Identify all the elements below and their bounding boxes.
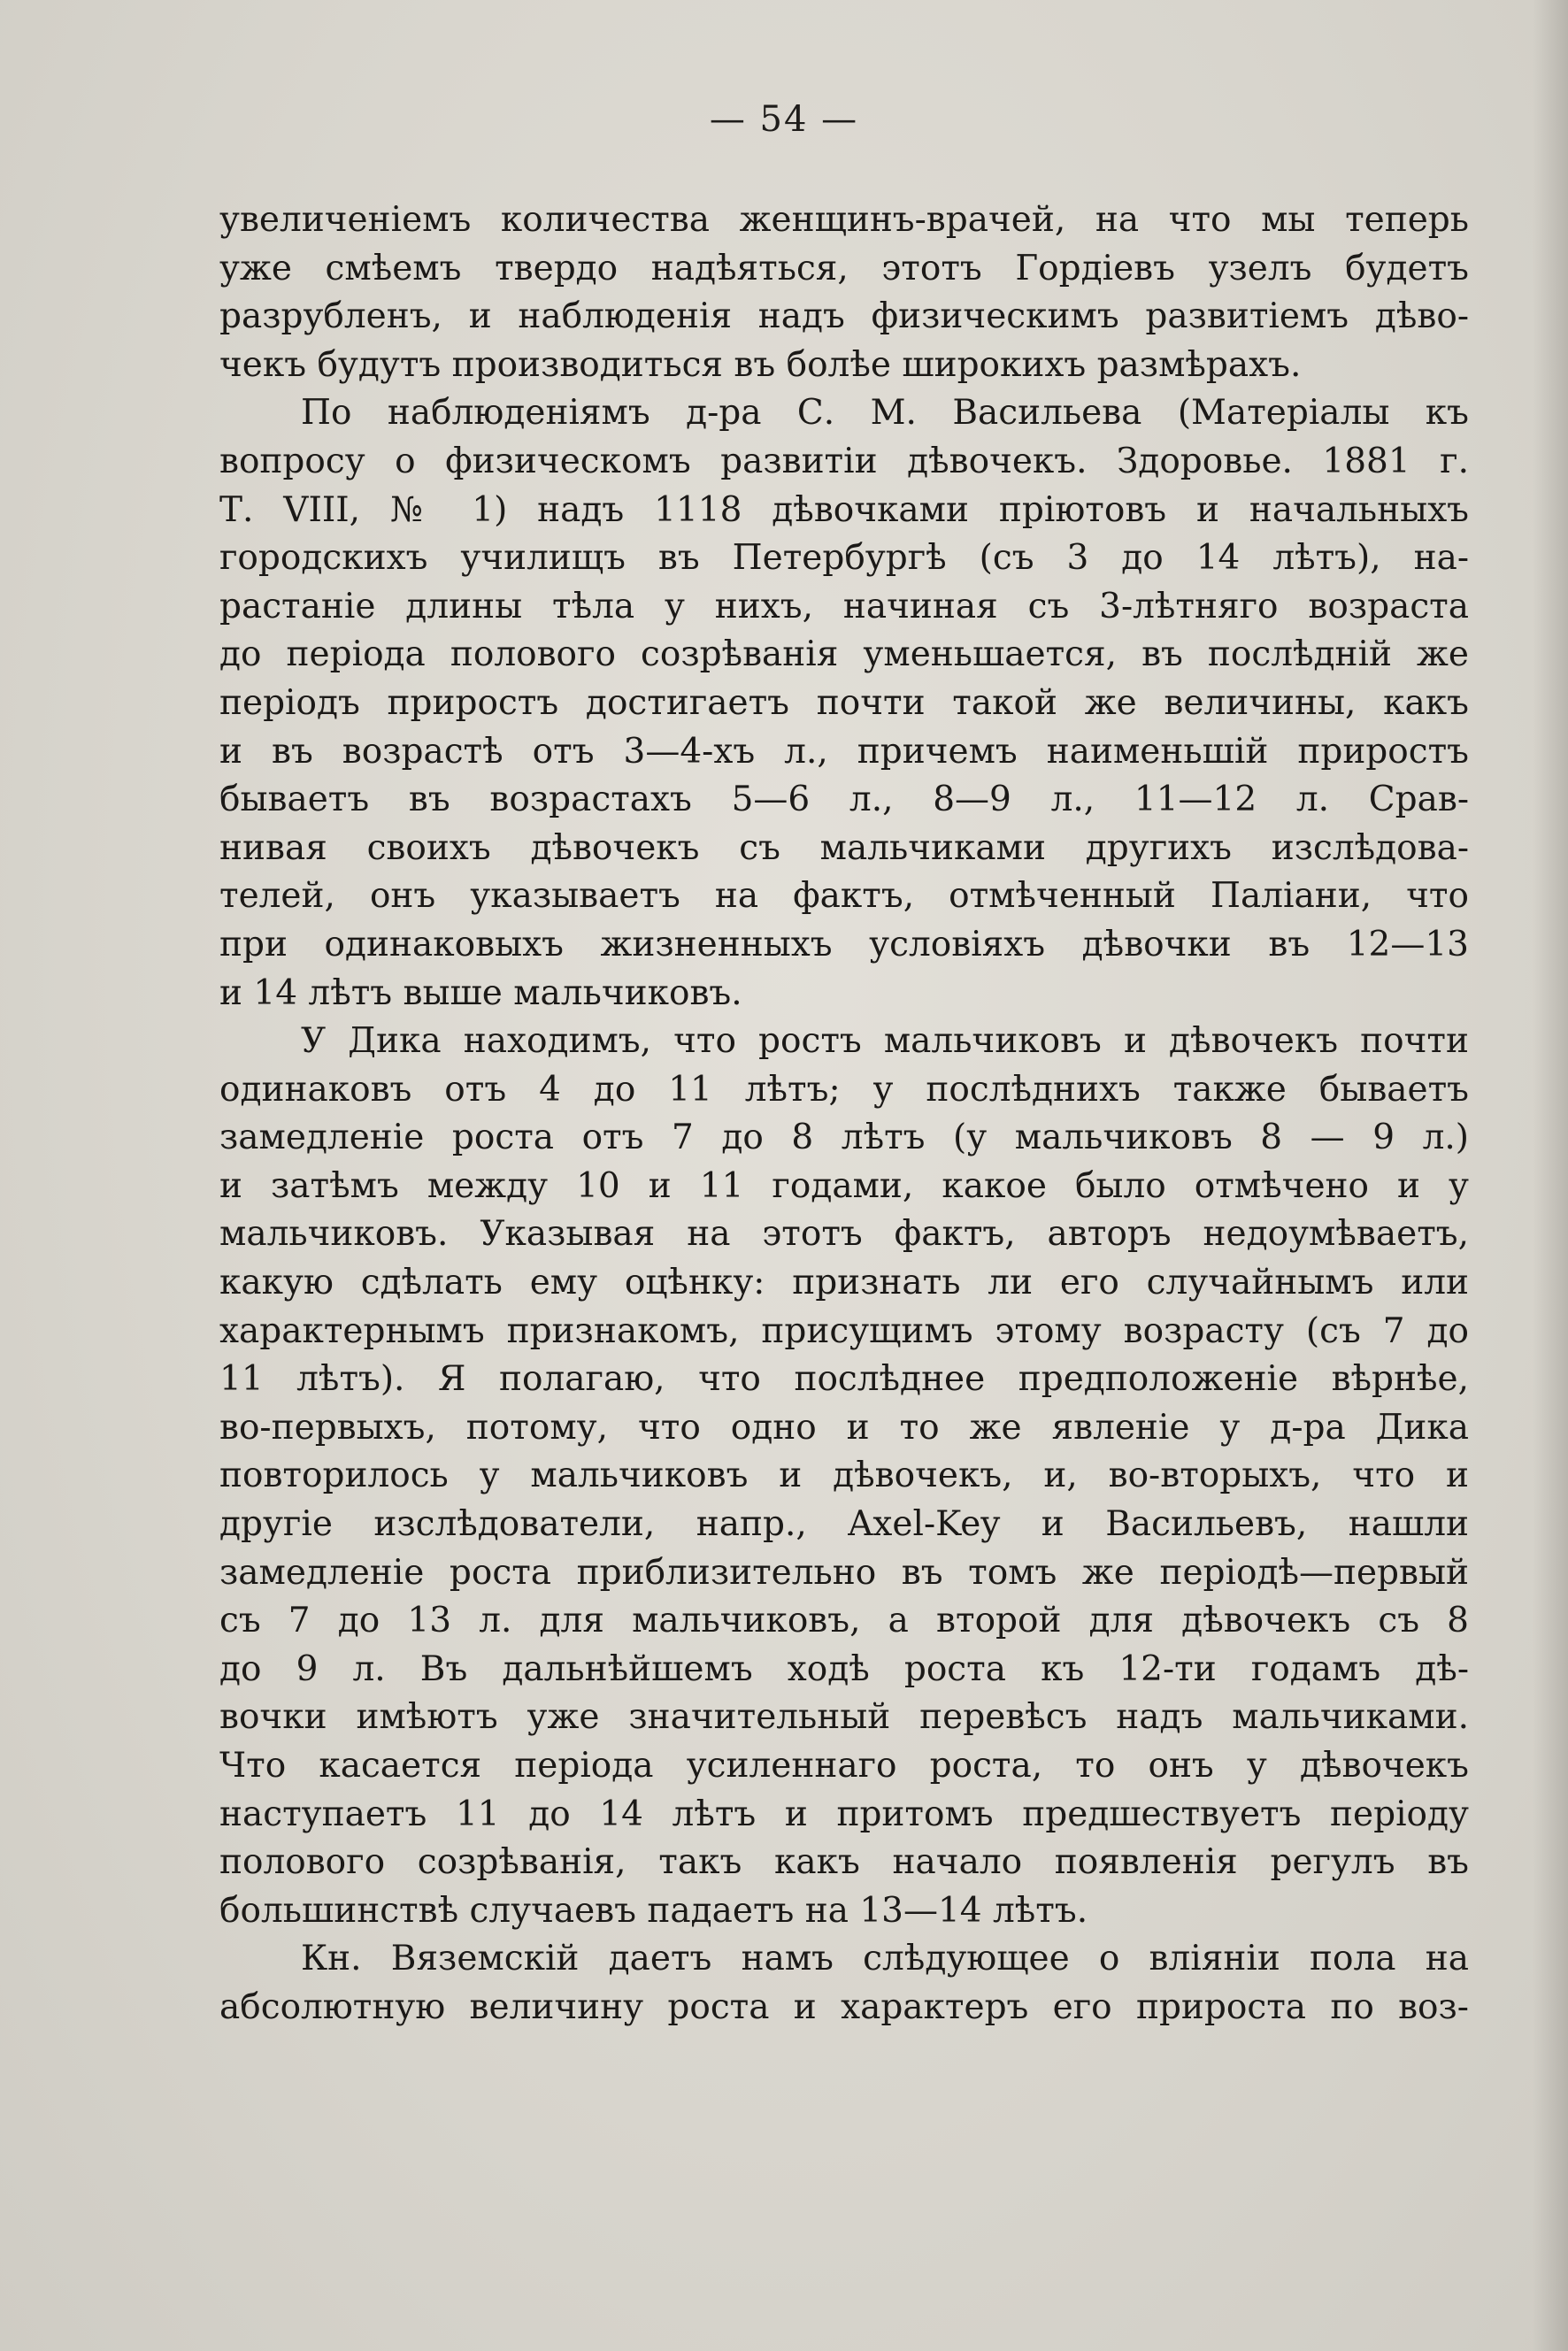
text-line: бываетъ въ возрастахъ 5—6 л., 8—9 л., 11—12 л. Срав-	[219, 780, 1469, 820]
text-line: По наблюденіямъ д-ра С. М. Васильева (Матеріалы къ	[301, 393, 1469, 434]
text-line: какую сдѣлать ему оцѣнку: признать ли его случайнымъ или	[219, 1263, 1469, 1303]
text-line: до 9 л. Въ дальнѣйшемъ ходѣ роста къ 12-ти годамъ дѣ-	[219, 1648, 1469, 1689]
page-number: — 54 —	[709, 99, 859, 140]
text-line: чекъ будутъ производиться въ болѣе широкихъ размѣрахъ.	[219, 344, 1302, 385]
text-line: телей, онъ указываетъ на фактъ, отмѣченный Паліани, что	[219, 876, 1469, 917]
text-line: мальчиковъ. Указывая на этотъ фактъ, авторъ недоумѣваетъ,	[219, 1214, 1469, 1255]
text-line: одинаковъ отъ 4 до 11 лѣтъ; у послѣднихъ также бываетъ	[219, 1069, 1469, 1110]
text-line: наступаетъ 11 до 14 лѣтъ и притомъ предшествуетъ періоду	[219, 1794, 1469, 1834]
paragraph	[219, 389, 1469, 1018]
text-line: абсолютную величину роста и характеръ его прироста по воз-	[219, 1986, 1469, 2027]
text-line: разрубленъ, и наблюденія надъ физическимъ развитіемъ дѣво-	[219, 296, 1469, 337]
text-line: во-первыхъ, потому, что одно и то же явленіе у д-ра Дика	[219, 1407, 1469, 1448]
text-line: вопросу о физическомъ развитіи дѣвочекъ. Здоровье. 1881 г.	[219, 441, 1469, 481]
text-line: нивая своихъ дѣвочекъ съ мальчиками другихъ изслѣдова-	[219, 827, 1469, 868]
page-edge-shadow	[1533, 0, 1568, 2351]
text-line: Т. VIII, № 1) надъ 1118 дѣвочками пріютовъ и начальныхъ	[219, 489, 1469, 530]
text-line: замедленіе роста отъ 7 до 8 лѣтъ (у мальчиковъ 8 — 9 л.)	[219, 1118, 1469, 1158]
text-line: замедленіе роста приблизительно въ томъ же періодѣ—первый	[219, 1552, 1469, 1593]
text-line: полового созрѣванія, такъ какъ начало появленія регулъ въ	[219, 1842, 1469, 1883]
text-line: городскихъ училищъ въ Петербургѣ (съ 3 до 14 лѣтъ), на-	[219, 538, 1469, 579]
text-line: до періода полового созрѣванія уменьшается, въ послѣдній же	[219, 634, 1469, 675]
text-line: другіе изслѣдователи, напр., Axel-Key и Васильевъ, нашли	[219, 1504, 1469, 1545]
text-line: уже смѣемъ твердо надѣяться, этотъ Гордіевъ узелъ будетъ	[219, 248, 1469, 288]
text-line: и затѣмъ между 10 и 11 годами, какое было отмѣчено и у	[219, 1165, 1469, 1206]
text-line: и въ возрастѣ отъ 3—4-хъ л., причемъ наименьшій приростъ	[219, 731, 1469, 772]
text-line: повторилось у мальчиковъ и дѣвочекъ, и, во-вторыхъ, что и	[219, 1456, 1469, 1496]
text-line: Кн. Вяземскій даетъ намъ слѣдующее о вліяніи пола на	[301, 1939, 1469, 1979]
text-line: характернымъ признакомъ, присущимъ этому возрасту (съ 7 до	[219, 1310, 1469, 1351]
text-line: и 14 лѣтъ выше мальчиковъ.	[219, 972, 742, 1013]
text-line: увеличеніемъ количества женщинъ-врачей, на что мы теперь	[219, 200, 1469, 240]
body-text	[219, 196, 1469, 2032]
text-line: 11 лѣтъ). Я полагаю, что послѣднее предположеніе вѣрнѣе,	[219, 1359, 1469, 1400]
text-line: растаніе длины тѣла у нихъ, начиная съ 3-лѣтняго возраста	[219, 586, 1469, 626]
paragraph	[219, 1018, 1469, 1935]
paragraph	[219, 196, 1469, 389]
paragraph	[219, 1935, 1469, 2032]
text-line: большинствѣ случаевъ падаетъ на 13—14 лѣтъ.	[219, 1890, 1088, 1931]
text-line: съ 7 до 13 л. для мальчиковъ, а второй для дѣвочекъ съ 8	[219, 1601, 1469, 1641]
text-line: вочки имѣютъ уже значительный перевѣсъ надъ мальчиками.	[219, 1697, 1469, 1738]
text-line: при одинаковыхъ жизненныхъ условіяхъ дѣвочки въ 12—13	[219, 924, 1469, 964]
text-line: Что касается періода усиленнаго роста, то онъ у дѣвочекъ	[219, 1746, 1469, 1786]
text-line: У Дика находимъ, что ростъ мальчиковъ и дѣвочекъ почти	[301, 1021, 1469, 1062]
text-line: періодъ приростъ достигаетъ почти такой же величины, какъ	[219, 682, 1469, 723]
